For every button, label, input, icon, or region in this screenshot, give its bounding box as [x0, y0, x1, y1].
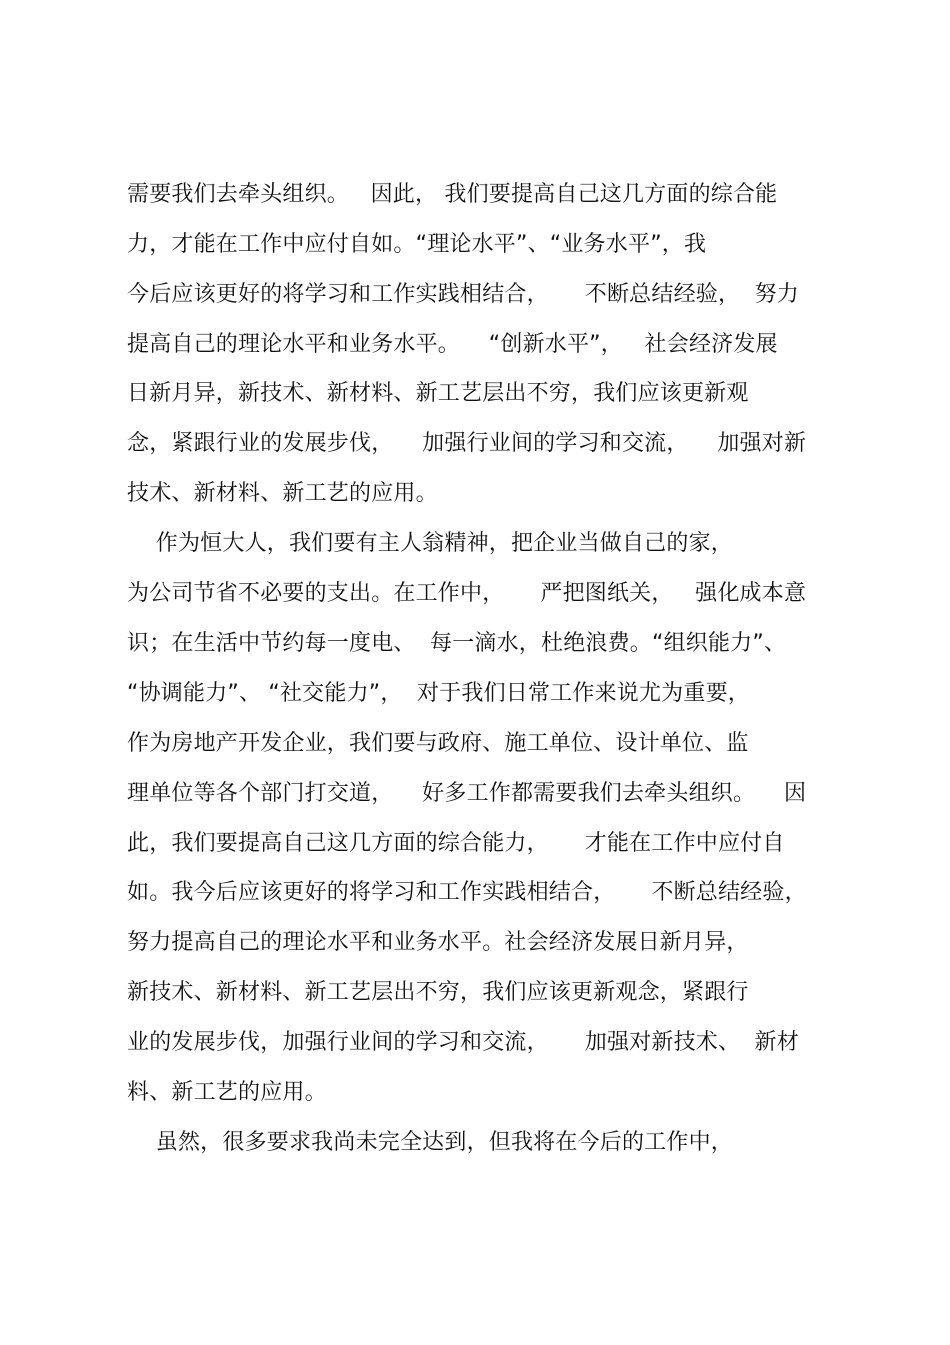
text-line: 理单位等各个部门打交道， 好多工作都需要我们去牵头组织。 因 [127, 781, 807, 806]
paragraph-start-line: 作为恒大人，我们要有主人翁精神，把企业当做自己的家， [127, 531, 733, 556]
text-line: 努力提高自己的理论水平和业务水平。社会经济发展日新月异， [127, 930, 749, 955]
text-line: 今后应该更好的将学习和工作实践相结合， 不断总结经验， 努力 [127, 282, 799, 307]
text-line: 此，我们要提高自己这几方面的综合能力， 才能在工作中应付自 [127, 831, 785, 856]
text-line: 新技术、新材料、新工艺层出不穷，我们应该更新观念，紧跟行 [127, 980, 749, 1005]
text-line: 料、新工艺的应用。 [127, 1080, 327, 1105]
paragraph-start-line: 虽然，很多要求我尚未完全达到，但我将在今后的工作中， [127, 1130, 733, 1155]
text-line: 为公司节省不必要的支出。在工作中， 严把图纸关， 强化成本意 [127, 581, 807, 606]
text-line: “协调能力”、 “社交能力”， 对于我们日常工作来说尤为重要， [127, 681, 750, 706]
text-line: 技术、新材料、新工艺的应用。 [127, 481, 438, 506]
text-line: 提高自己的理论水平和业务水平。 “创新水平”， 社会经济发展 [127, 332, 778, 357]
text-line: 识；在生活中节约每一度电、 每一滴水，杜绝浪费。“组织能力”、 [127, 631, 787, 656]
text-line: 念，紧跟行业的发展步伐， 加强行业间的学习和交流， 加强对新 [127, 431, 807, 456]
text-line: 需要我们去牵头组织。 因此， 我们要提高自己这几方面的综合能 [127, 182, 778, 207]
text-line: 如。我今后应该更好的将学习和工作实践相结合， 不断总结经验， [127, 880, 807, 905]
text-line: 业的发展步伐，加强行业间的学习和交流， 加强对新技术、 新材 [127, 1030, 799, 1055]
text-line: 力，才能在工作中应付自如。“理论水平”、“业务水平”，我 [127, 232, 707, 257]
text-line: 作为房地产开发企业，我们要与政府、施工单位、设计单位、监 [127, 731, 749, 756]
text-line: 日新月异，新技术、新材料、新工艺层出不穷，我们应该更新观 [127, 381, 749, 406]
